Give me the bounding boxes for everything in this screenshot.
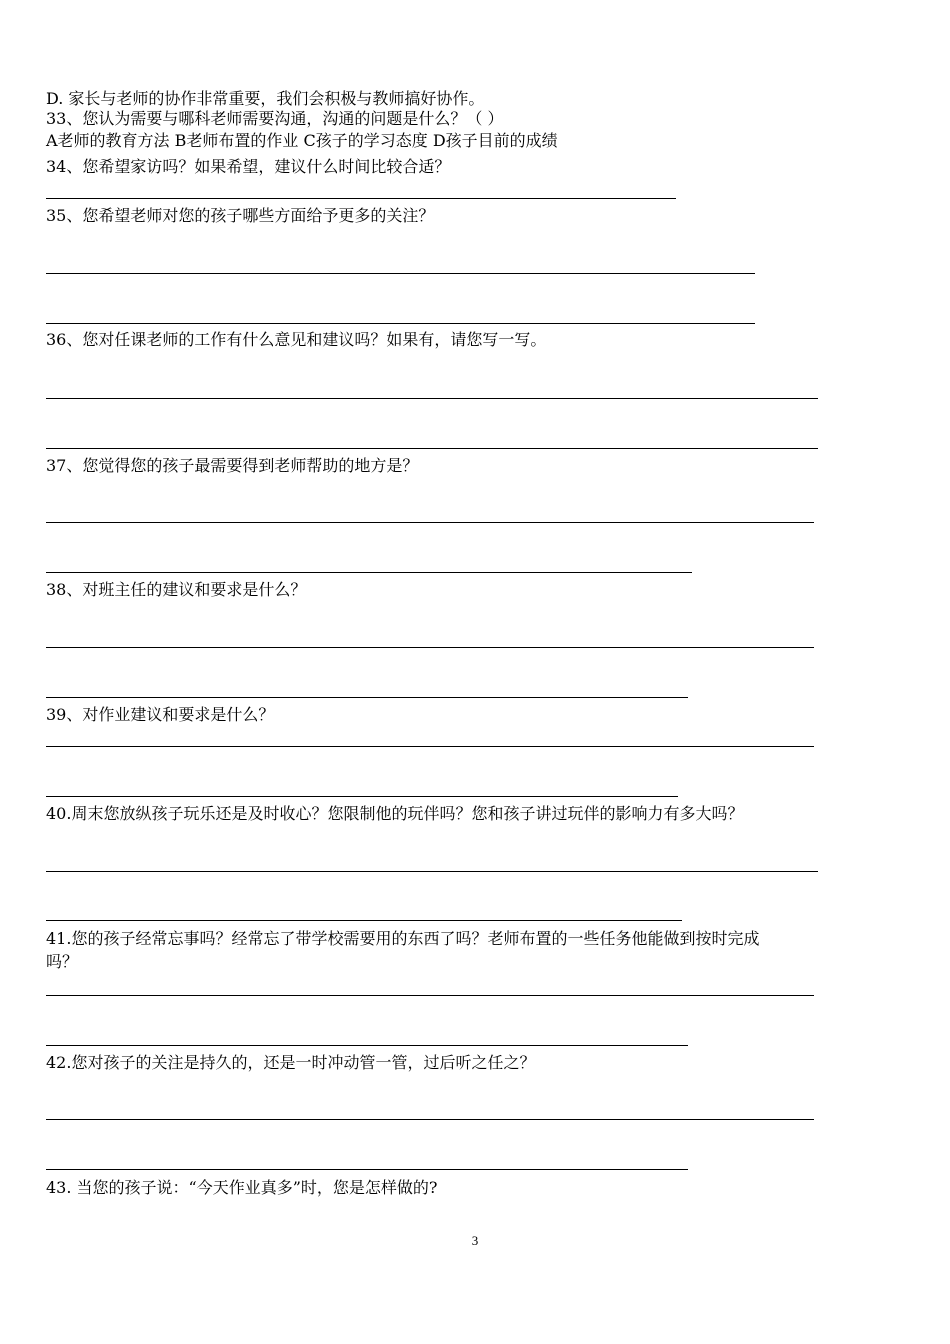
answer-line[interactable] (46, 572, 692, 573)
answer-line[interactable] (46, 198, 676, 199)
answer-line[interactable] (46, 746, 814, 747)
question-42: 42.您对孩子的关注是持久的，还是一时冲动管一管，过后听之任之？ (46, 1053, 536, 1072)
question-40: 40.周末您放纵孩子玩乐还是及时收心？您限制他的玩伴吗？您和孩子讲过玩伴的影响力有多大吗？ (46, 804, 744, 823)
answer-line[interactable] (46, 1045, 688, 1046)
answer-line[interactable] (46, 995, 814, 996)
question-43: 43. 当您的孩子说：“今天作业真多”时，您是怎样做的? (46, 1178, 438, 1197)
answer-line[interactable] (46, 1169, 688, 1170)
question-36: 36、您对任课老师的工作有什么意见和建议吗？如果有，请您写一写。 (46, 330, 547, 349)
answer-line[interactable] (46, 323, 755, 324)
question-35: 35、您希望老师对您的孩子哪些方面给予更多的关注？ (46, 206, 435, 225)
answer-line[interactable] (46, 796, 678, 797)
answer-line[interactable] (46, 697, 688, 698)
question-34: 34、您希望家访吗？如果希望，建议什么时间比较合适？ (46, 157, 451, 176)
answer-line[interactable] (46, 522, 814, 523)
answer-line[interactable] (46, 1119, 814, 1120)
answer-line[interactable] (46, 647, 814, 648)
question-37: 37、您觉得您的孩子最需要得到老师帮助的地方是？ (46, 456, 419, 475)
question-33-options: A老师的教育方法 B老师布置的作业 C孩子的学习态度 D孩子目前的成绩 (46, 131, 558, 150)
page-number: 3 (471, 1233, 479, 1248)
question-41: 41.您的孩子经常忘事吗？经常忘了带学校需要用的东西了吗？老师布置的一些任务他能做到按时完成 (46, 929, 760, 948)
question-41-continued: 吗？ (46, 952, 79, 971)
answer-line[interactable] (46, 448, 818, 449)
question-39: 39、对作业建议和要求是什么？ (46, 705, 275, 724)
answer-line[interactable] (46, 871, 818, 872)
question-38: 38、对班主任的建议和要求是什么？ (46, 580, 307, 599)
question-33: 33、您认为需要与哪科老师需要沟通，沟通的问题是什么？（ ） (46, 109, 504, 128)
option-d-text: D. 家长与老师的协作非常重要，我们会积极与教师搞好协作。 (46, 89, 485, 108)
answer-line[interactable] (46, 273, 755, 274)
answer-line[interactable] (46, 398, 818, 399)
answer-line[interactable] (46, 920, 682, 921)
